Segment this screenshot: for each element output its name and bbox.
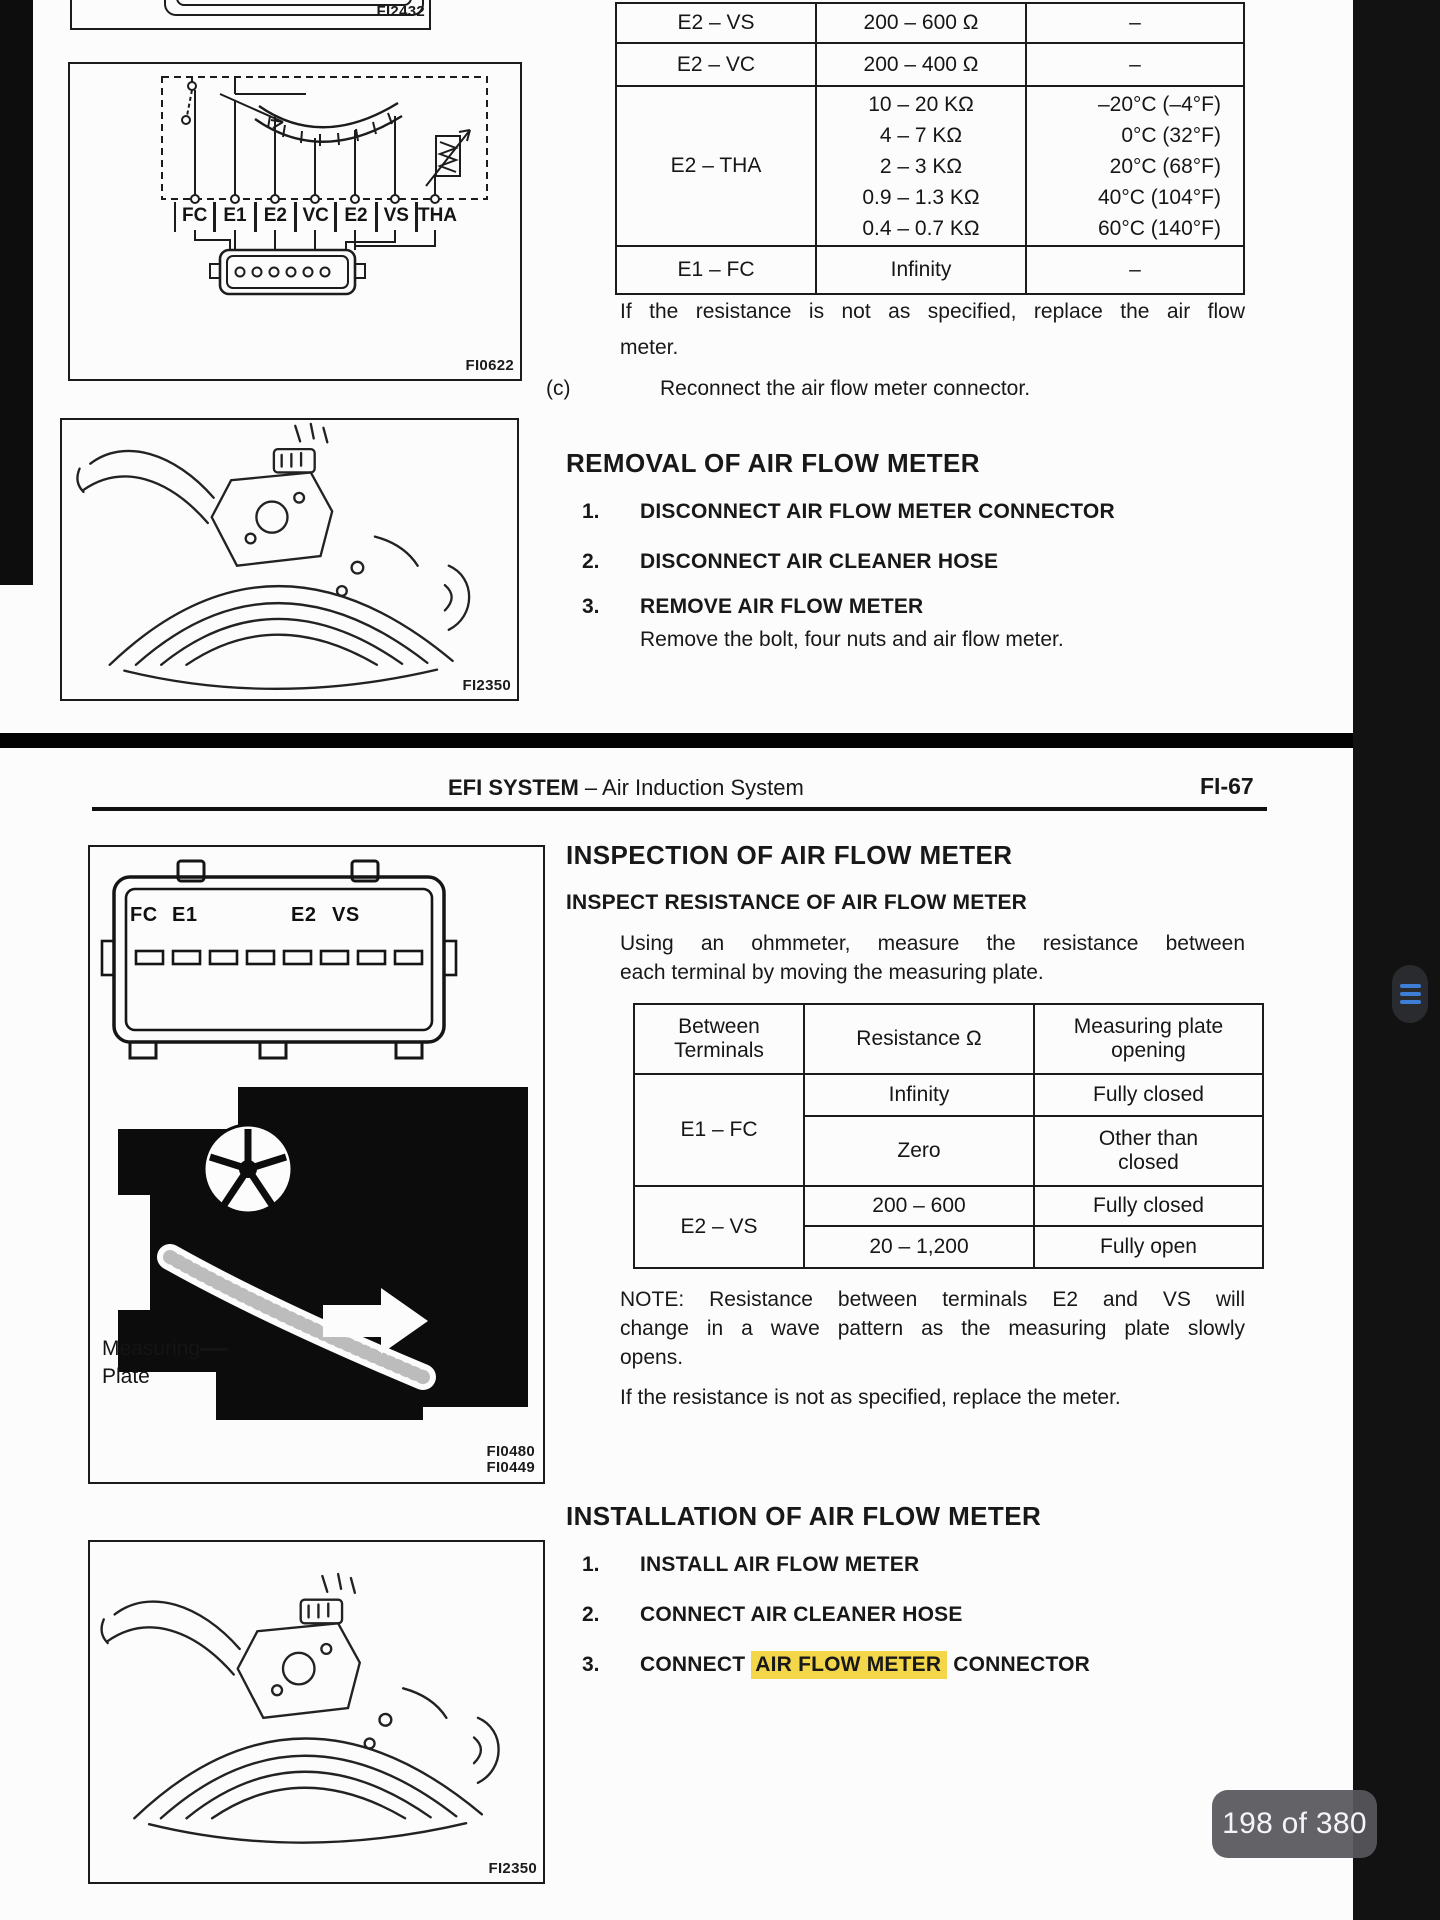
connector-pin-label: VS: [332, 904, 360, 926]
figure-fi0622: [68, 62, 522, 381]
step-number: 3.: [582, 595, 600, 618]
page-indicator-text: 198 of 380: [1222, 1807, 1367, 1840]
terminal-label: THA: [416, 202, 457, 232]
cell-terminals: E2 – VS: [634, 1186, 804, 1268]
cell-temp: –20°C (–4°F) 0°C (32°F) 20°C (68°F) 40°C (104°F) 60°C (140°F): [1026, 86, 1244, 246]
substep-text: Reconnect the air flow meter connector.: [660, 377, 1031, 400]
terminal-label: E2: [255, 202, 296, 232]
page-2: [0, 748, 1353, 1920]
page-gap-divider: [0, 733, 1440, 748]
cell-resistance: 200 – 600: [804, 1186, 1034, 1226]
header-plate-opening: Measuring plate opening: [1034, 1004, 1263, 1074]
cell-terminals: E1 – FC: [634, 1074, 804, 1186]
cell-resistance: 200 – 400 Ω: [816, 43, 1026, 86]
paragraph-line: each terminal by moving the measuring plate.: [620, 961, 1044, 984]
cell-opening: Other than closed: [1034, 1116, 1263, 1186]
measuring-plate-label: Measuring: [102, 1337, 201, 1360]
cell-resistance: Infinity: [816, 246, 1026, 294]
menu-icon: [1400, 1000, 1421, 1004]
step-text-pre: CONNECT: [640, 1653, 752, 1676]
terminal-label: VC: [295, 202, 336, 232]
connector-pin-label: FC: [130, 904, 158, 926]
subsection-heading: INSPECT RESISTANCE OF AIR FLOW METER: [566, 891, 1028, 914]
figure-code: FI2350: [488, 1860, 537, 1877]
inspection-table: [633, 1003, 1264, 1269]
terminal-label: FC: [174, 202, 215, 232]
cell-temp: –: [1026, 43, 1244, 86]
step-text: DISCONNECT AIR FLOW METER CONNECTOR: [640, 500, 1115, 523]
figure-code: FI2432: [376, 3, 425, 20]
figure-fi2350-top: [60, 418, 519, 701]
table-row: [616, 43, 1244, 86]
cell-terminals: E1 – FC: [616, 246, 816, 294]
engine-line-art: [90, 1542, 538, 1874]
note-line: NOTE: Resistance between terminals E2 and VS will: [620, 1288, 1245, 1311]
menu-icon: [1400, 984, 1421, 988]
cell-terminals: E2 – VS: [616, 3, 816, 43]
figure-code: FI0480 FI0449: [486, 1443, 535, 1476]
cell-resistance: Zero: [804, 1116, 1034, 1186]
measuring-plate-label: Plate: [102, 1365, 150, 1388]
table-row: [616, 86, 1244, 246]
table-row: [634, 1074, 1263, 1116]
viewer-right-margin: [1353, 0, 1440, 1920]
header-resistance: Resistance Ω: [804, 1004, 1034, 1074]
connector-pin-label: E1: [172, 904, 198, 926]
step-text: INSTALL AIR FLOW METER: [640, 1553, 920, 1576]
note-line: opens.: [620, 1346, 684, 1369]
figure-code: FI2350: [462, 677, 511, 694]
section-heading-inspection: INSPECTION OF AIR FLOW METER: [566, 840, 1013, 870]
page-1: [0, 0, 1355, 733]
page-1-left-scan-edge: [0, 0, 33, 585]
menu-icon: [1400, 992, 1421, 996]
engine-line-art: [62, 420, 512, 692]
connector-pin-label: E2: [291, 904, 317, 926]
figure-fi2432: [70, 0, 431, 30]
step-number: 3.: [582, 1653, 600, 1676]
cell-resistance: 10 – 20 KΩ 4 – 7 KΩ 2 – 3 KΩ 0.9 – 1.3 KΩ 0.4 – 0.7 KΩ: [816, 86, 1026, 246]
scroll-drag-handle[interactable]: [1392, 965, 1428, 1023]
step-text-post: CONNECTOR: [947, 1653, 1091, 1676]
cell-opening: Fully closed: [1034, 1186, 1263, 1226]
section-heading-installation: INSTALLATION OF AIR FLOW METER: [566, 1501, 1042, 1531]
section-heading-removal: REMOVAL OF AIR FLOW METER: [566, 448, 980, 478]
header-subsection: – Air Induction System: [578, 775, 804, 800]
label-leader-line: [200, 1348, 228, 1351]
step-number: 1.: [582, 500, 600, 523]
note-line: change in a wave pattern as the measuring plate slowly: [620, 1317, 1245, 1340]
page-indicator: [1212, 1790, 1377, 1858]
cell-opening: Fully closed: [1034, 1074, 1263, 1116]
figure-fi0480: [88, 845, 545, 1484]
page-header: [448, 775, 804, 801]
cell-resistance: Infinity: [804, 1074, 1034, 1116]
figure-fi2350-bottom: [88, 1540, 545, 1884]
cell-terminals: E2 – VC: [616, 43, 816, 86]
page-code: FI-67: [1200, 773, 1254, 799]
step-number: 2.: [582, 1603, 600, 1626]
terminal-label: VS: [376, 202, 417, 232]
cell-resistance: 200 – 600 Ω: [816, 3, 1026, 43]
measuring-plate-section-art: [98, 1077, 535, 1422]
step-text: REMOVE AIR FLOW METER: [640, 595, 924, 618]
figure-code: FI0622: [465, 357, 514, 374]
step-number: 1.: [582, 1553, 600, 1576]
resistance-spec-table: [615, 2, 1245, 295]
highlight-annotation: AIR FLOW METER: [751, 1651, 947, 1679]
paragraph-line: If the resistance is not as specified, replace the meter.: [620, 1386, 1121, 1409]
terminal-label: E1: [214, 202, 255, 232]
step-subtext: Remove the bolt, four nuts and air flow meter.: [640, 628, 1064, 651]
header-between-terminals: Between Terminals: [634, 1004, 804, 1074]
table-row: [634, 1186, 1263, 1226]
paragraph-line: meter.: [620, 336, 679, 359]
step-number: 2.: [582, 550, 600, 573]
paragraph-line: Using an ohmmeter, measure the resistance between: [620, 932, 1245, 955]
substep-label: (c): [546, 377, 571, 400]
table-row: [616, 246, 1244, 294]
terminal-label: E2: [335, 202, 376, 232]
cell-temp: –: [1026, 246, 1244, 294]
step-text: CONNECT AIR CLEANER HOSE: [640, 1603, 963, 1626]
connector-face-art: [100, 859, 533, 1074]
cell-resistance: 20 – 1,200: [804, 1226, 1034, 1268]
step-text: DISCONNECT AIR CLEANER HOSE: [640, 550, 999, 573]
header-section: EFI SYSTEM: [448, 775, 579, 800]
paragraph-line: If the resistance is not as specified, replace the air flow: [620, 300, 1245, 323]
cell-temp: –: [1026, 3, 1244, 43]
table-header-row: [634, 1004, 1263, 1074]
header-rule: [92, 807, 1267, 811]
schematic-terminal-row: [175, 202, 457, 232]
cell-terminals: E2 – THA: [616, 86, 816, 246]
cell-opening: Fully open: [1034, 1226, 1263, 1268]
step-text-highlighted: [640, 1653, 1090, 1677]
table-row: [616, 3, 1244, 43]
